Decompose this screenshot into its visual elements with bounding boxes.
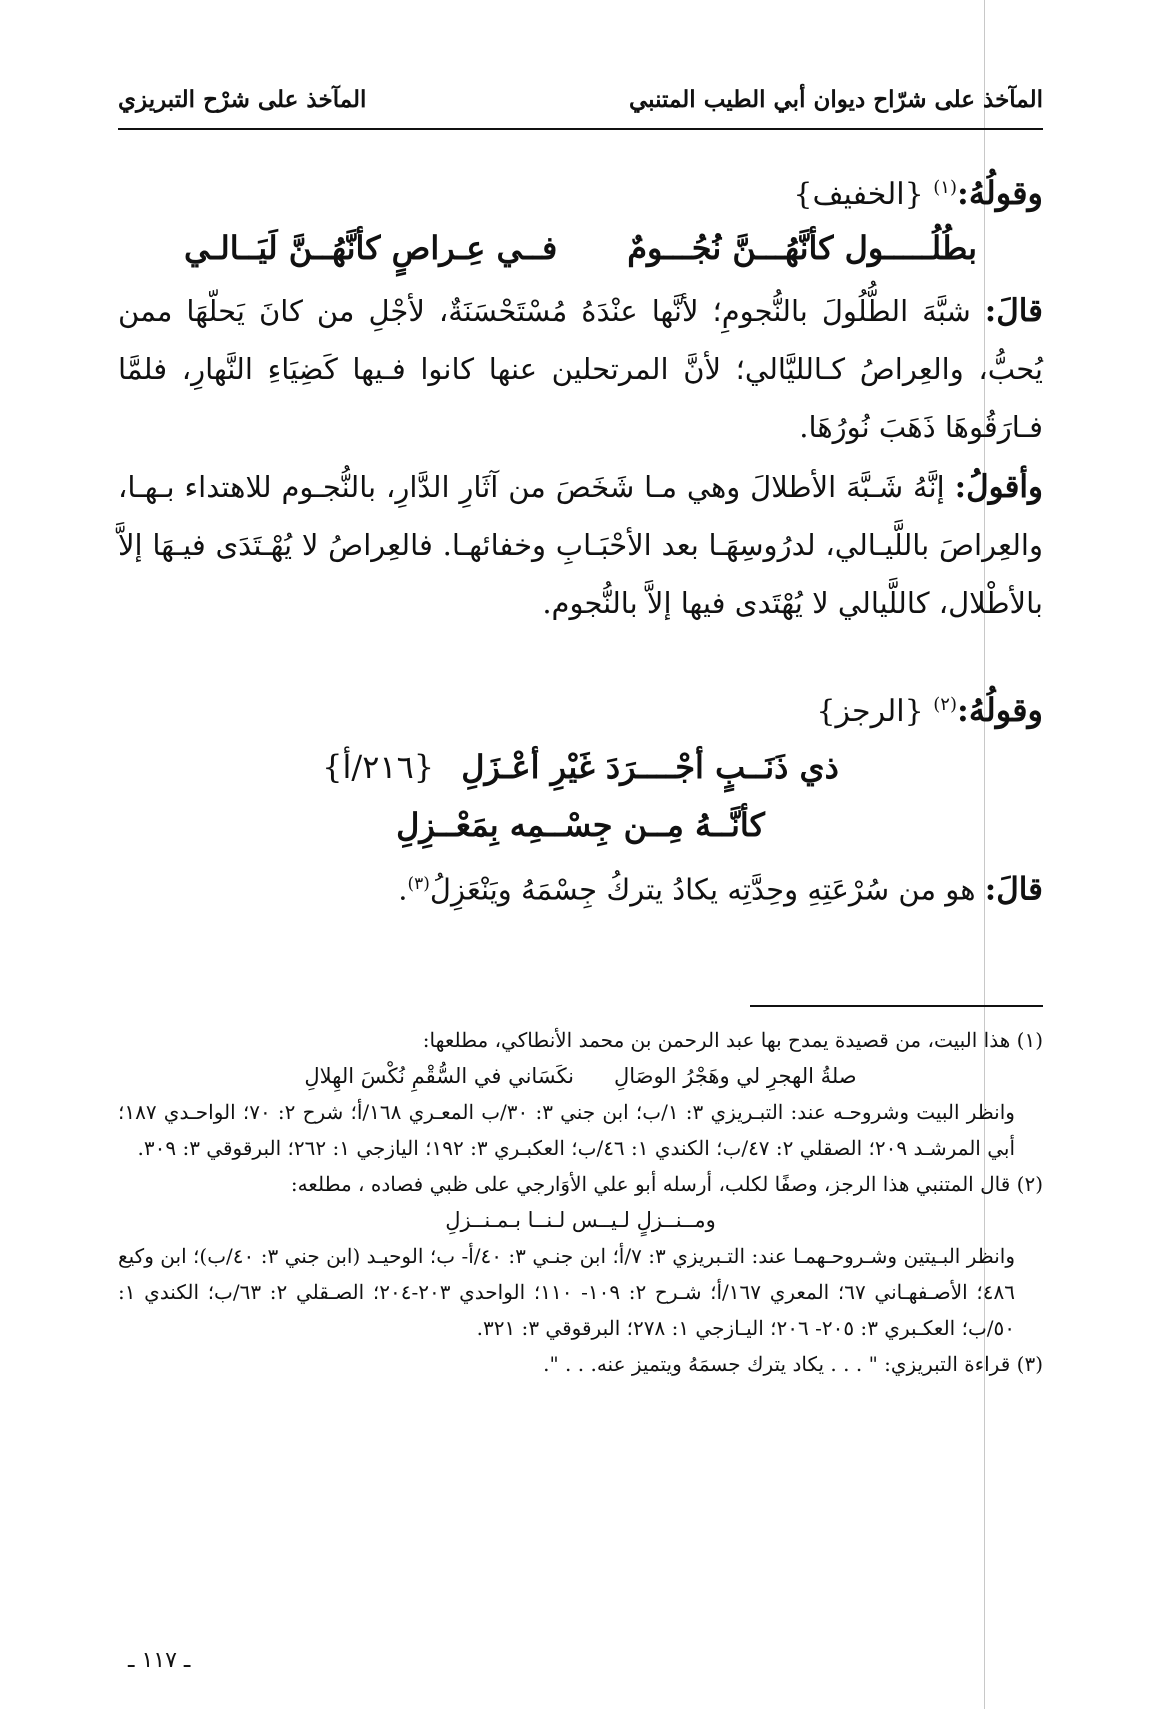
- commentary-aqul-1: [118, 458, 1043, 632]
- footnote-3: (٣) قراءة التبريزي: " . . . يكاد يترك جسمَهُ ويتميز عنه. . . ".: [543, 1352, 1043, 1376]
- footnote-ref: (٣): [407, 874, 430, 894]
- footnote-1-verse-first: صلةُ الهجرِ لي وهَجْرُ الوصَالِ: [614, 1064, 857, 1088]
- footnote-divider: [750, 1005, 1043, 1007]
- footnote-1-verse: [118, 1058, 1043, 1094]
- footnote-2-verse: ومــنــزلٍ لـيــس لـنــا بـمـنــزلِ: [445, 1208, 716, 1232]
- footnote-ref: (٢): [933, 694, 957, 715]
- qal-label: قالَ:: [984, 871, 1043, 908]
- intro-label: وقولُهُ:: [957, 691, 1043, 729]
- footnote-2: (٢) قال المتنبي هذا الرجز، وصفًا لكلب، أرسله أبو علي الأوَارجي على ظبي فصاده ، مطلعه:: [290, 1172, 1043, 1196]
- footnote-1-references: وانظر البيت وشروحـه عند: التبـريزي ٣: ١/ب؛ ابن جني ٣: ٣٠/ب المعـري ١٦٨/أ؛ شرح ٢: ٧٠؛ الواحـدي ١٨٧؛ أبي المرشـد ٢٠٩؛ الصقلي ٢: ٤٧/ب؛ الكندي ١: ٤٦/ب؛ العكبـري ٣: ١٩٢؛ اليازجي ١: ٢٦٢؛ البرقوقي ٣: ٣٠٩.: [118, 1100, 1015, 1160]
- footnote-1: (١) هذا البيت، من قصيدة يمدح بها عبد الرحمن بن محمد الأنطاكي، مطلعها:: [422, 1028, 1043, 1052]
- aqul-label: وأقولُ:: [954, 469, 1044, 505]
- verse-2: [118, 744, 1043, 848]
- verse-2-line-2: كأنَّــهُ مِــن جِسْــمِه بِمَعْــزِلِ: [396, 806, 765, 844]
- qal-text: هو من سُرْعَتِهِ وحِدَّتِه يكادُ يتركُ جِسْمَهُ ويَنْعَزِلُ: [429, 872, 976, 907]
- verse-1-first-hemistich: بطُلُـــــول كأنَّهُـــنَّ نُجُـــومٌ: [627, 229, 978, 267]
- verse-1: [118, 225, 1043, 271]
- commentary-qal-1: [118, 282, 1043, 456]
- page-number: ـ ١١٧ ـ: [128, 1648, 191, 1673]
- commentary-qal-2: قالَ: هو من سُرْعَتِهِ وحِدَّتِه يكادُ يتركُ جِسْمَهُ ويَنْعَزِلُ$^{(٣)}$.: [398, 871, 1043, 908]
- verse-2-line-1: ذي ذَنَــبٍ أجْــــرَدَ غَيْرِ أعْـزَلِ: [461, 748, 839, 786]
- section1-intro: [118, 166, 1043, 217]
- meter-name: {الخفيف}: [793, 177, 924, 212]
- manuscript-folio-ref: {٢١٦/أ}: [322, 748, 435, 786]
- footnote-2-references: وانظر البـيتين وشـروحـهمـا عند: التـبريزي ٣: ٧/أ؛ ابن جنـي ٣: ٤٠/أ- ب؛ الوحيـد (ابن جني ٣: ٤٠/ب)؛ ابن وكيع ٤٨٦؛ الأصـفهـاني ٦٧؛ المعري ١٦٧/أ؛ شـرح ٢: ١٠٩- ١١٠؛ الواحدي ٢٠٣-٢٠٤؛ الصـقلي ٢: ٦٣/ب؛ الكندي ١: ٥٠/ب؛ العكـبري ٣: ٢٠٥- ٢٠٦؛ اليـازجي ١: ٢٧٨؛ البرقوقي ٣: ٣٢١.: [118, 1244, 1015, 1340]
- header-divider: [118, 128, 1043, 130]
- meter-name: {الرجز}: [816, 694, 924, 729]
- running-header: [118, 86, 1043, 126]
- aqul-text: إنَّهُ شَـبَّهَ الأطلالَ وهي مـا شَخَصَ من آثَارِ الدَّارِ، بالنُّجـوم للاهتداء بـهـا، والعِراصَ باللَّيـالي، لدرُوسِهَـا بعد الأحْبَـابِ وخفائهـا. فالعِراصُ لا يُهْـتَدَى فيـهَا إلاَّ بالأطْلال، كاللَّيالي لا يُهْتَدى فيها إلاَّ بالنُّجوم.: [118, 470, 1043, 620]
- footnote-ref: (١): [933, 177, 957, 198]
- verse-1-second-hemistich: فــي عِـراصٍ كأنَّهُــنَّ لَيَــالـي: [183, 229, 558, 267]
- qal-label: قالَ:: [984, 293, 1043, 329]
- section2-intro: [118, 683, 1043, 734]
- qal-text: شبَّهَ الطُّلُولَ بالنُّجومِ؛ لأنَّها عنْدَهُ مُسْتَحْسَنَةٌ، لأجْلِ من كانَ يَحلّهَا ممن يُحبُّ، والعِراصُ كـالليَّالي؛ لأنَّ المرتحلين عنها كانوا فـيها كَضِيَاءِ النَّهارِ، فلمَّا فـارَقُوهَا ذَهَبَ نُورُهَا.: [118, 294, 1043, 444]
- header-book-title: المآخذ على شرّاح ديوان أبي الطيب المتنبي: [629, 86, 1043, 113]
- footnotes: [118, 1022, 1043, 1382]
- header-section-title: المآخذ على شرْح التبريزي: [118, 86, 367, 113]
- footnote-1-verse-second: نكَسَاني في السُّقْمِ نُكْسَ الهِلالِ: [304, 1064, 575, 1088]
- intro-label: وقولُهُ:: [957, 174, 1043, 212]
